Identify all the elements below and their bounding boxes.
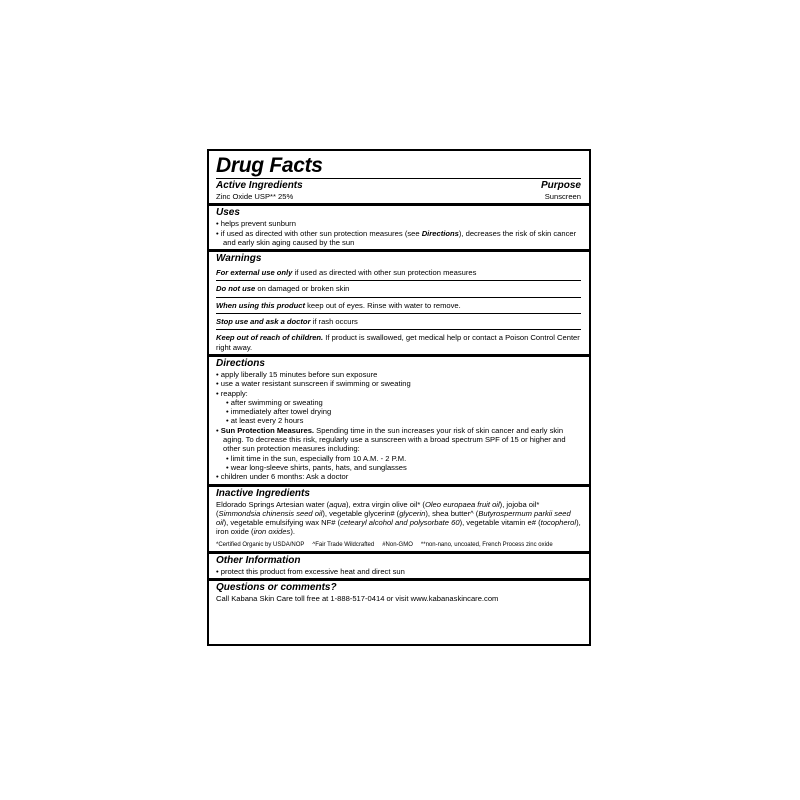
footnote: *Certified Organic by USDA/NOP [216, 541, 305, 548]
drug-facts-title: Drug Facts [216, 154, 323, 177]
questions-section [216, 581, 581, 605]
directions-section [216, 357, 581, 484]
footnotes [216, 541, 581, 549]
warning-do-not-use: Do not use on damaged or broken skin [216, 284, 350, 294]
footnote: **non-nano, uncoated, French Process zinc oxide [420, 541, 553, 548]
list-item: • apply liberally 15 minutes before sun exposure [216, 370, 581, 379]
questions-text: Call Kabana Skin Care toll free at 1-888-517-0414 or visit www.kabanaskincare.com [216, 594, 499, 604]
list-item: • limit time in the sun, especially from 10 A.M. - 2 P.M. [216, 454, 581, 463]
divider [216, 280, 581, 281]
active-ingredient: Zinc Oxide USP** 25% [216, 192, 294, 201]
list-item: • wear long-sleeve shirts, pants, hats, and sunglasses [216, 463, 581, 472]
warning-when-using: When using this product keep out of eyes. Rinse with water to remove. [216, 300, 461, 310]
warning-stop-use: Stop use and ask a doctor if rash occurs [216, 317, 358, 327]
list-item: • if used as directed with other sun protection measures (see Directions), decreases the risk of skin cancer and early skin aging caused by the sun [216, 229, 581, 248]
uses-section [216, 206, 581, 249]
list-item: • children under 6 months: Ask a doctor [216, 472, 581, 481]
list-item: • reapply: [216, 389, 581, 398]
purpose-heading: Purpose [540, 180, 581, 191]
list-item: • after swimming or sweating [216, 398, 581, 407]
list-item: • at least every 2 hours [216, 416, 581, 425]
divider [216, 313, 581, 314]
list-item: • helps prevent sunburn [216, 219, 581, 228]
questions-heading: Questions or comments? [216, 582, 337, 594]
divider [216, 297, 581, 298]
inactive-ingredients-heading: Inactive Ingredients [216, 487, 310, 499]
warnings-section [216, 252, 581, 354]
list-item: • protect this product from excessive heat and direct sun [216, 567, 581, 576]
purpose-value: Sunscreen [544, 192, 581, 201]
active-ingredients-heading: Active Ingredients [216, 180, 303, 191]
list-item: • use a water resistant sunscreen if swimming or sweating [216, 379, 581, 388]
inactive-ingredients-text: Eldorado Springs Artesian water (aqua), extra virgin olive oil* (Oleo europaea fruit oil), jojoba oil* (Simmondsia chinensis seed oil), vegetable glycerin# (glycerin), shea butter^ (Butyrospermum parkii seed oil), vegetable emulsifying wax NF# (cetearyl alcohol and polysorbate 60), vegetable vitamin e# (tocopherol), iron oxide (iron oxides). [216, 499, 581, 537]
warning-external: For external use only if used as directed with other sun protection measures [216, 268, 477, 278]
active-ingredients-section [216, 179, 581, 203]
warnings-heading: Warnings [216, 253, 262, 265]
inactive-ingredients-section [216, 487, 581, 551]
footnote: ^Fair Trade Wildcrafted [312, 541, 375, 548]
footnote: #Non-GMO [382, 541, 413, 548]
uses-heading: Uses [216, 207, 240, 219]
other-information-section [216, 554, 581, 578]
list-item: • Sun Protection Measures. Spending time in the sun increases your risk of skin cancer and early skin aging. To decrease this risk, regularly use a sunscreen with a broad spectrum SPF of 15 or higher and other sun protection measures including: [216, 426, 581, 454]
warning-keep-out: Keep out of reach of children. If product is swallowed, get medical help or contact a Poison Control Center right away. [216, 333, 580, 352]
drug-facts-panel [207, 149, 591, 646]
other-information-heading: Other Information [216, 554, 301, 566]
divider [216, 329, 581, 330]
directions-heading: Directions [216, 357, 265, 369]
list-item: • immediately after towel drying [216, 407, 581, 416]
